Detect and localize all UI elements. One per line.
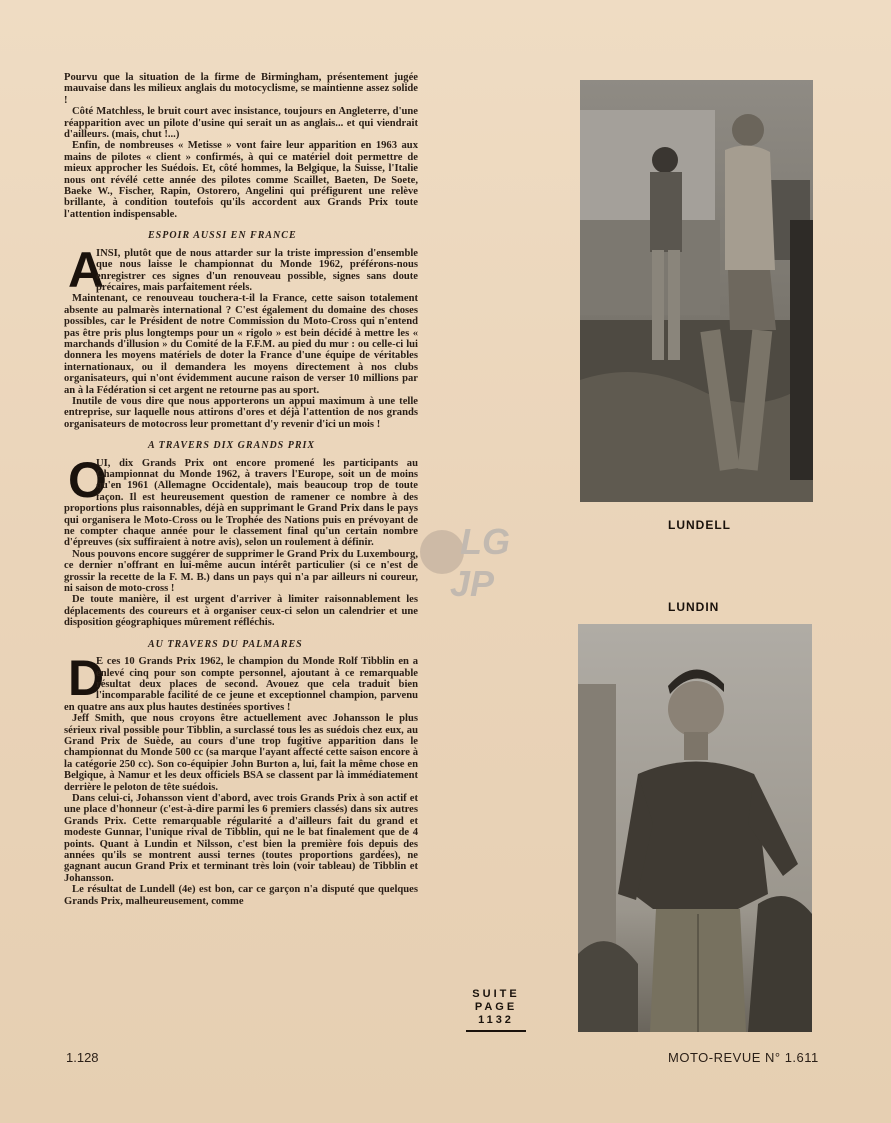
magazine-issue: MOTO-REVUE N° 1.611 bbox=[668, 1050, 819, 1065]
article-paragraph: Le résultat de Lundell (4e) est bon, car ce garçon n'a disputé que quelques Grands Prix, malheureusement, comme bbox=[64, 884, 418, 907]
continued-label: SUITE bbox=[472, 988, 520, 1000]
article-paragraph: UI, dix Grands Prix ont encore promené les participants au Championnat du Monde 1962, à travers l'Europe, soit un de moins qu'en 1961 (Allemagne Occidentale), mais beaucoup trop de toute façon. Il est heureusement question de ramener ce nombre à des proportions plus raisonnables, déjà en supprimant le Grand Prix dans le pays qui organisera le Moto-Cross ou le Trophée des Nations puis en prévoyant de ne compter chaque année pour le classement final qu'un certain nombre d'épreuves (six suffiraient à notre avis), selon un roulement à définir. bbox=[64, 457, 418, 549]
section-heading: AU TRAVERS DU PALMARES bbox=[148, 638, 303, 650]
article-paragraph: De toute manière, il est urgent d'arriver à limiter raisonnablement les déplacements des coureurs et à organiser ceux-ci selon un calendrier et une disposition géographiques mûrement réfléchis. bbox=[64, 594, 418, 629]
continued-rule bbox=[466, 1030, 526, 1032]
page-number: 1.128 bbox=[66, 1050, 99, 1065]
watermark-logo bbox=[420, 512, 520, 608]
continued-page-label: PAGE bbox=[474, 1001, 518, 1013]
drop-cap: A bbox=[68, 241, 105, 298]
article-paragraph: Dans celui-ci, Johansson vient d'abord, avec trois Grands Prix à son actif et une place d'honneur (c'est-à-dire parmi les 6 premiers classés) dans six autres Grands Prix. Cette remarquable régularité a d'ailleurs fait du grand et modeste Gunnar, l'unique rival de Tibblin, qui ne le bat finalement que de 4 points. Quant à Lundin et Nilsson, c'est bien la première fois depuis des années qu'ils se montrent aussi ternes (toutes proportions gardées), ne gagnant aucun Grand Prix et terminant très loin (voir tableau) de Tibblin et Johansson. bbox=[64, 792, 418, 884]
article-paragraph: Nous pouvons encore suggérer de supprimer le Grand Prix du Luxembourg, ce dernier n'offrant en lui-même aucun intérêt particulier (si ce n'est de grossir la recette de la F. M. B.) dans un pays qui n'a par ailleurs ni coureur, ni saison de moto-cross ! bbox=[64, 548, 418, 595]
section-heading: ESPOIR AUSSI EN FRANCE bbox=[148, 230, 297, 242]
watermark-line1: LG bbox=[460, 521, 510, 562]
article-paragraph: E ces 10 Grands Prix 1962, le champion du Monde Rolf Tibblin en a enlevé cinq pour son compte personnel, ajoutant à ce remarquable résultat deux places de second. Avouez que cela traduit bien l'incomparable facilité de ce jeune et exceptionnel champion, parvenu en quatre ans aux plus hautes destinées sportives ! bbox=[64, 656, 418, 713]
continued-notice bbox=[466, 988, 526, 1032]
photo-lundin bbox=[578, 624, 812, 1032]
article-paragraph: Enfin, de nombreuses « Metisse » vont faire leur apparition en 1963 aux mains de pilotes « client » confirmés, à qui ce matériel doit permettre de mieux approcher les Suédois. Et, côté hommes, la Belgique, la Suisse, l'Italie nous ont révélé cette année des pilotes comme Scaillet, Baeten, De Soete, Baeke W., Fischer, Rapin, Ostorero, Angelini qui préfigurent une relève brillante, à condition toutefois qu'ils accordent aux Grands Prix toute l'attention indispensable. bbox=[64, 140, 418, 220]
article-paragraph: Pourvu que la situation de la firme de Birmingham, présentement jugée mauvaise dans les milieux anglais du motocyclisme, se maintienne assez solide ! bbox=[64, 72, 418, 106]
photo-lundell-image bbox=[580, 80, 813, 502]
caption-photo2: LUNDIN bbox=[668, 600, 720, 614]
article-paragraph: INSI, plutôt que de nous attarder sur la triste impression d'ensemble que nous laisse le championnat du Monde 1962, préférons-nous enregistrer ces signes d'un renouveau possible, signes sans doute précaires, mais parfaitement réels. bbox=[96, 247, 418, 293]
article-paragraph: Inutile de vous dire que nous apporterons un appui maximum à une telle entreprise, sur laquelle nous attirons d'ores et déjà l'attention de nos grands organisateurs de motocross leur promettant d'y revenir d'ici un mois ! bbox=[64, 395, 418, 430]
article-column bbox=[64, 72, 418, 907]
article-paragraph: Maintenant, ce renouveau touchera-t-il la France, cette saison totalement absente au palmarès international ? C'est également du domaine des choses possibles, car le Président de notre Commission du Moto-Cross qui n'entend pas être pris plus longtemps pour un « rigolo » est bein décidé à mettre les « marchands d'illusion » du Comité de la F.F.M. au pied du mur : ou celle-ci lui donnera les moyens matériels de doter la France d'une équipe de véritables internationaux, ou il demandera les moyens directement à nos clubs organisateurs, qui n'ont évidemment aucune raison de verser 10 millions par an à la Fédération si cet argent ne retourne pas au sport. bbox=[64, 293, 418, 396]
photo-lundell bbox=[580, 80, 813, 502]
article-paragraph: Côté Matchless, le bruit court avec insistance, toujours en Angleterre, d'une réapparition avec un pilote d'usine qui serait un as anglais... et qui viendrait d'ailleurs. (mais, chut !...) bbox=[64, 106, 418, 141]
section-heading: A TRAVERS DIX GRANDS PRIX bbox=[148, 440, 316, 452]
photo-lundin-image bbox=[578, 624, 812, 1032]
watermark-line2: JP bbox=[450, 563, 495, 604]
continued-page-number: 1132 bbox=[478, 1014, 514, 1026]
drop-cap: D bbox=[68, 650, 105, 707]
drop-cap: O bbox=[68, 451, 107, 508]
caption-photo1: LUNDELL bbox=[668, 518, 731, 532]
article-paragraph: Jeff Smith, que nous croyons être actuellement avec Johansson le plus sérieux rival possible pour Tibblin, a surclassé tous les as suédois chez eux, au Grand Prix de Suède, au cours d'une trop fugitive apparition dans le championnat du Monde 500 cc (sa marque l'ayant affecté cette saison encore à la catégorie 250 cc). Son co-équipier John Burton a, lui, fait la même chose en Belgique, à Namur et les deux officiels BSA se classent par là immédiatement derrière le peloton de tête suédois. bbox=[64, 713, 418, 793]
